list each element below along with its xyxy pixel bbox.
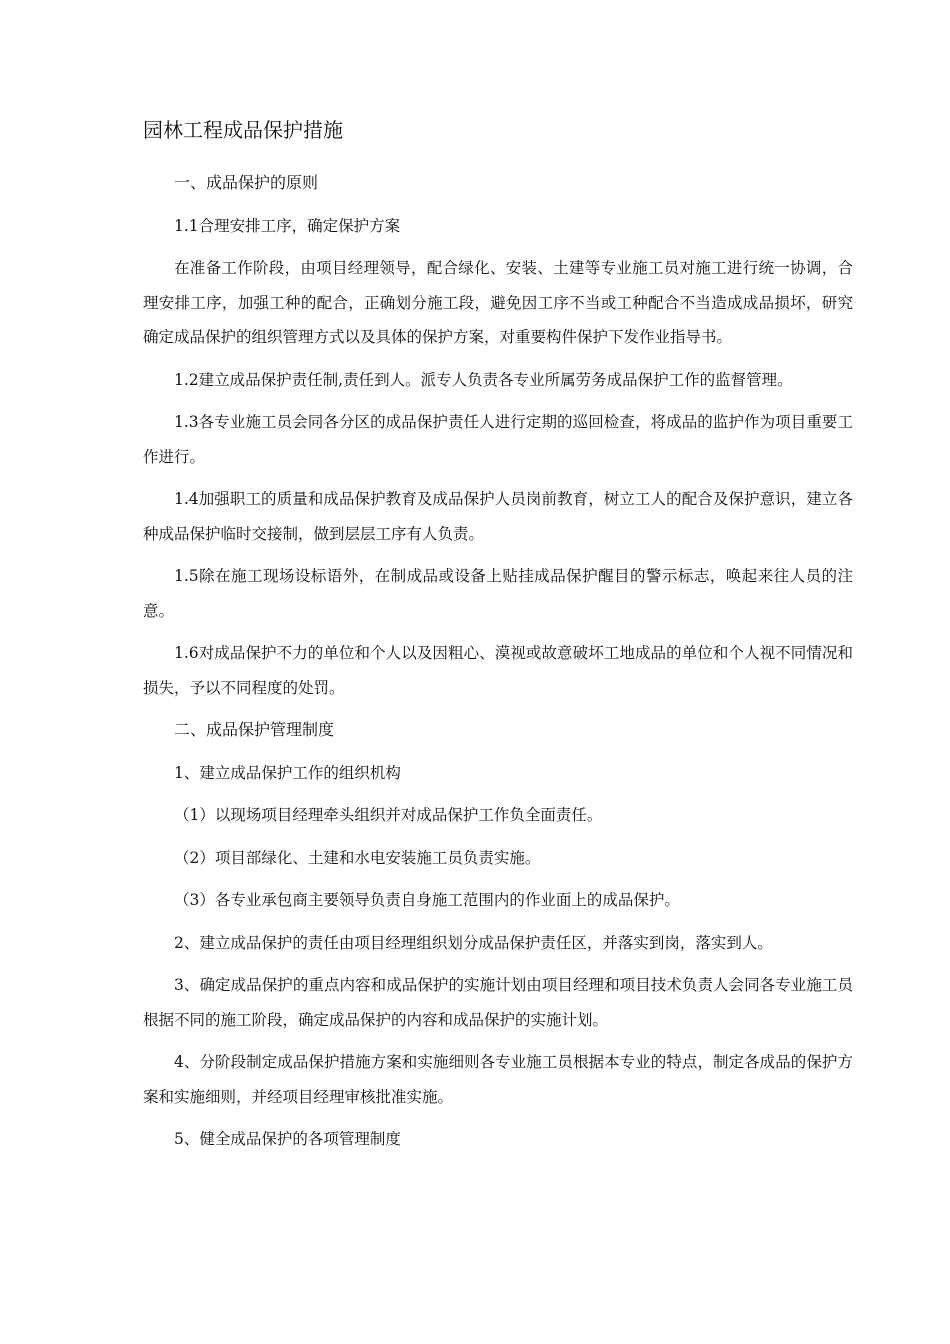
document-title: 园林工程成品保护措施: [143, 118, 343, 142]
paragraph-item-2: 2、建立成品保护的责任由项目经理组织划分成品保护责任区，并落实到岗，落实到人。: [174, 933, 773, 952]
paragraph-1-6: 1.6对成品保护不力的单位和个人以及因粗心、漠视或故意破坏工地成品的单位和个人视不同情况和损失，予以不同程度的处罚。: [143, 644, 853, 697]
paragraph-item-4: 4、分阶段制定成品保护措施方案和实施细则各专业施工员根据本专业的特点，制定各成品的保护方案和实施细则，并经项目经理审核批准实施。: [143, 1053, 853, 1106]
paragraph-1-5: 1.5除在施工现场设标语外，在制成品或设备上贴挂成品保护醒目的警示标志，唤起来往人员的注意。: [143, 567, 853, 620]
paragraph-item-5: 5、健全成品保护的各项管理制度: [174, 1130, 401, 1148]
paragraph-sub-2: （2）项目部绿化、土建和水电安装施工员负责实施。: [174, 848, 541, 867]
document-body: [143, 166, 853, 1165]
paragraph-item-1: 1、建立成品保护工作的组织机构: [174, 763, 401, 782]
section-heading-principles: 一、成品保护的原则: [174, 173, 319, 192]
paragraph-sub-1: （1）以现场项目经理牵头组织并对成品保护工作负全面责任。: [174, 806, 603, 824]
paragraph-1-3: 1.3各专业施工员会同各分区的成品保护责任人进行定期的巡回检查，将成品的监护作为项目重要工作进行。: [143, 413, 853, 466]
paragraph-1-1: 1.1合理安排工序，确定保护方案: [174, 216, 401, 235]
paragraph-1-4: 1.4加强职工的质量和成品保护教育及成品保护人员岗前教育，树立工人的配合及保护意识，建立各种成品保护临时交接制，做到层层工序有人负责。: [143, 490, 853, 543]
paragraph-preparation: 在准备工作阶段，由项目经理领导，配合绿化、安装、土建等专业施工员对施工进行统一协调，合理安排工序，加强工种的配合，正确划分施工段，避免因工序不当或工种配合不当造成成品损坏，研究确定成品保护的组织管理方式以及具体的保护方案，对重要构件保护下发作业指导书。: [143, 259, 853, 346]
section-heading-management: 二、成品保护管理制度: [174, 720, 335, 739]
paragraph-item-3: 3、确定成品保护的重点内容和成品保护的实施计划由项目经理和项目技术负责人会同各专业施工员根据不同的施工阶段，确定成品保护的内容和成品保护的实施计划。: [143, 976, 853, 1029]
paragraph-1-2: 1.2建立成品保护责任制,责任到人。派专人负责各专业所属劳务成品保护工作的监督管理。: [174, 370, 793, 389]
paragraph-sub-3: （3）各专业承包商主要领导负责自身施工范围内的作业面上的成品保护。: [174, 891, 680, 909]
